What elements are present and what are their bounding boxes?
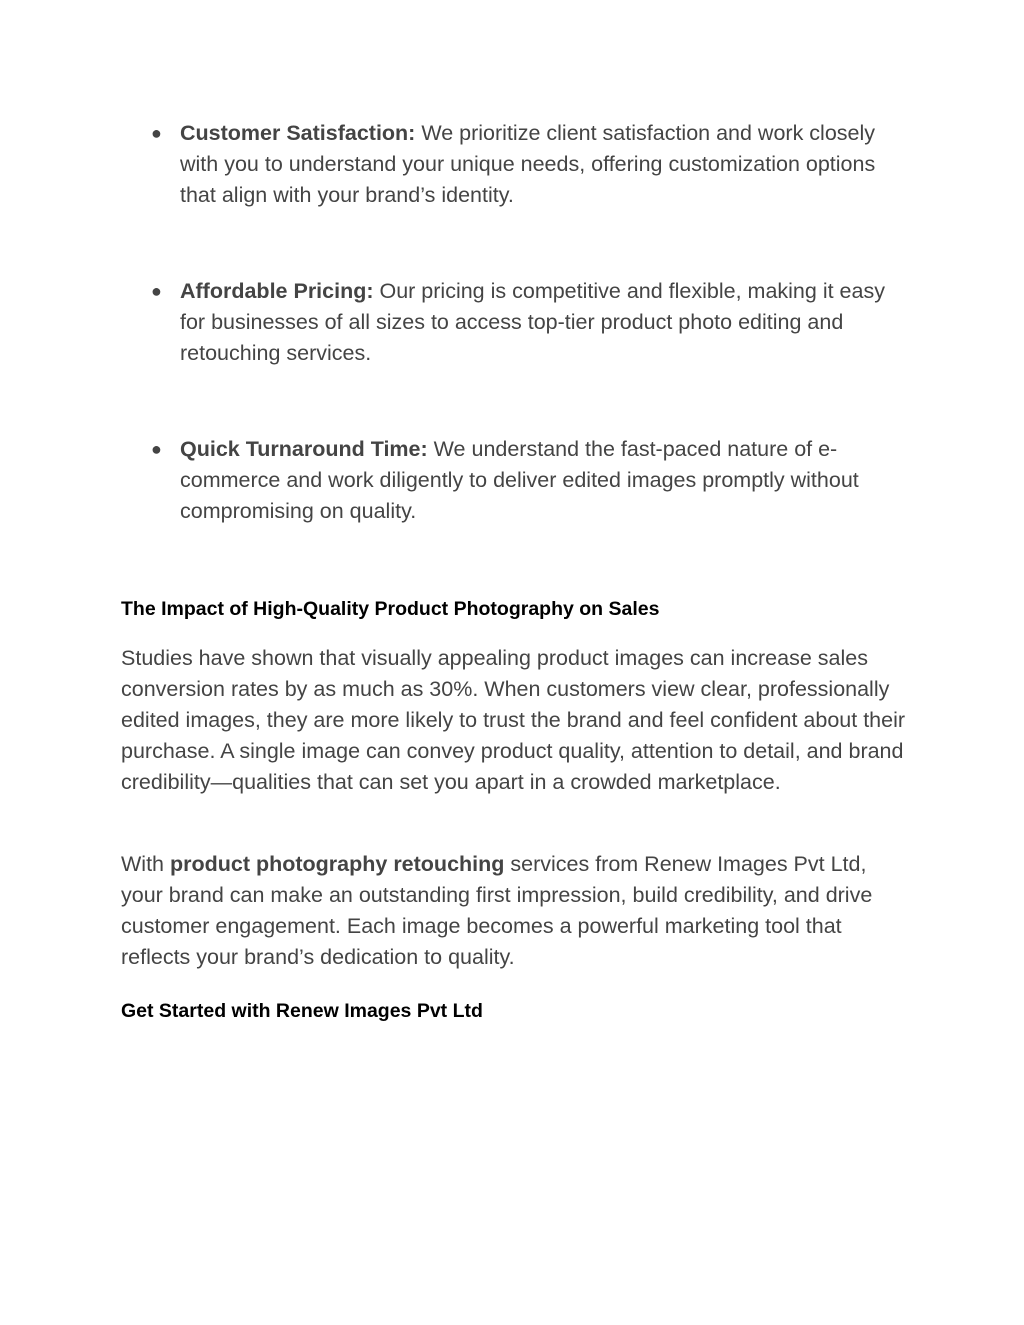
bullet-marker: ●: [151, 281, 162, 301]
bullet-text: [180, 434, 911, 527]
bullet-term: Quick Turnaround Time:: [180, 437, 428, 461]
impact-paragraph-2: [121, 849, 911, 973]
bullet-description: Our pricing is competitive and flexible, making it easy for businesses of all sizes to access top-tier product photo editing and retouching services.: [180, 279, 885, 365]
bullet-marker: ●: [151, 123, 162, 143]
bullet-text: [180, 276, 911, 369]
bullet-description: We understand the fast-paced nature of e-commerce and work diligently to deliver edited images promptly without compromising on quality.: [180, 437, 859, 523]
impact-paragraph-1: Studies have shown that visually appealing product images can increase sales conversion rates by as much as 30%. When customers view clear, professionally edited images, they are more likely to trust the brand and feel confident about their purchase. A single image can convey product quality, attention to detail, and brand credibility—qualities that can set you apart in a crowded marketplace.: [121, 646, 906, 794]
bullet-text: [180, 118, 911, 211]
bullet-description: We prioritize client satisfaction and work closely with you to understand your unique needs, offering customization options that align with your brand’s identity.: [180, 121, 876, 207]
paragraph-suffix: services from Renew Images Pvt Ltd, your brand can make an outstanding first impression, build credibility, and drive customer engagement. Each image becomes a powerful marketing tool that reflects your brand’s dedication to quality.: [121, 852, 873, 969]
keyword-link-text: product photography retouching: [169, 852, 505, 876]
bullet-term: Customer Satisfaction:: [180, 121, 416, 145]
bullet-term: Affordable Pricing:: [180, 279, 374, 303]
section-heading-get-started: Get Started with Renew Images Pvt Ltd: [121, 1000, 483, 1022]
section-heading-impact: The Impact of High-Quality Product Photography on Sales: [121, 598, 660, 620]
bullet-marker: ●: [151, 439, 162, 459]
paragraph-prefix: With: [121, 852, 170, 876]
